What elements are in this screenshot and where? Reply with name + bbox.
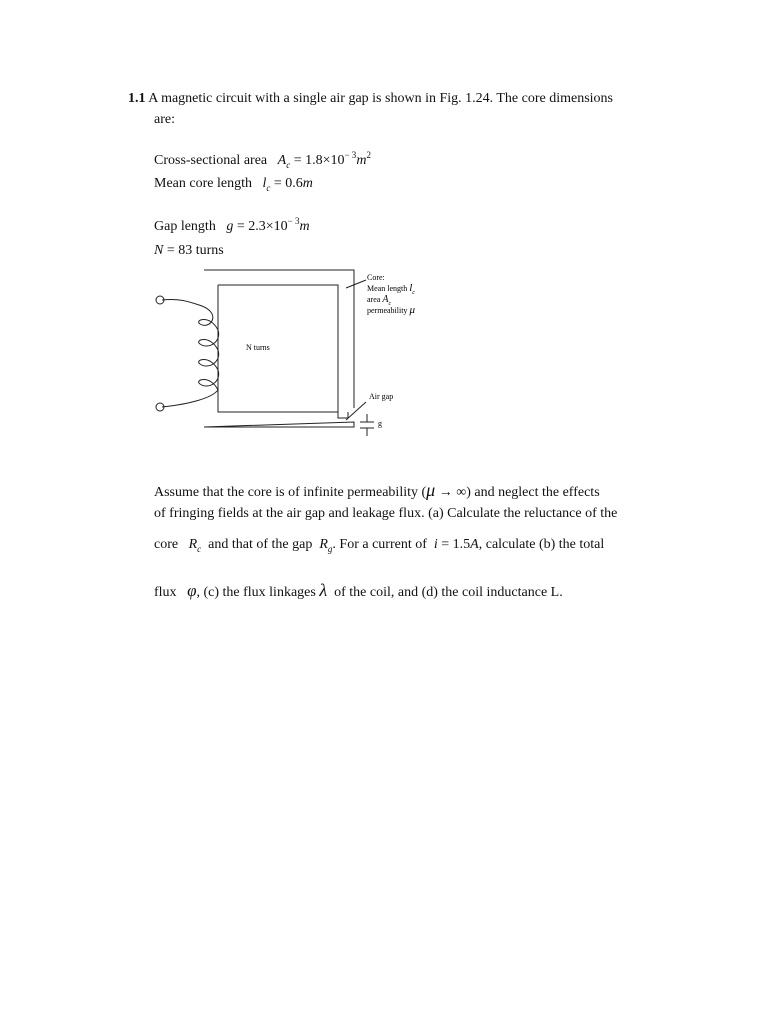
- permeability-label: permeability μ: [367, 304, 415, 316]
- core-label-leader: [346, 280, 366, 288]
- coil-winding: [162, 299, 219, 407]
- turns-value: = 83 turns: [166, 243, 224, 258]
- problem-intro-text: A magnetic circuit with a single air gap is shown in Fig. 1.24. The core dimensions: [148, 91, 614, 106]
- problem-intro-line-1: [128, 90, 613, 108]
- question-text-1a: Assume that the core is of infinite permeability (: [154, 485, 427, 500]
- area-unit: m: [356, 153, 367, 168]
- gap-exponent: − 3: [287, 216, 300, 226]
- area-unit-exponent: 2: [366, 150, 371, 160]
- given-length: [154, 175, 313, 197]
- arrow-infinity: → ∞: [438, 485, 467, 500]
- reluctance-gap-subscript: g: [327, 544, 333, 554]
- problem-number: 1.1: [128, 91, 146, 106]
- area-subscript: c: [286, 160, 291, 170]
- question-text-1b: ) and neglect the effects: [466, 485, 600, 500]
- question-line-2: of fringing fields at the air gap and leakage flux. (a) Calculate the reluctance of the: [154, 506, 618, 521]
- problem-intro-line-2: are:: [154, 112, 175, 127]
- air-gap-label: Air gap: [369, 392, 394, 401]
- area-value: = 1.8×10: [293, 153, 345, 168]
- length-unit: m: [302, 176, 313, 191]
- length-value: = 0.6: [273, 176, 303, 191]
- gap-label: Gap length: [154, 219, 216, 234]
- reluctance-core-subscript: c: [197, 544, 202, 554]
- gap-fig-symbol: g: [378, 419, 382, 428]
- air-gap-leader: [346, 402, 366, 420]
- turns-fig-label: N turns: [246, 343, 270, 352]
- question-text-3d: , calculate (b) the total: [478, 537, 605, 552]
- current-unit: A: [470, 537, 479, 552]
- mu-symbol: μ: [426, 480, 436, 500]
- gap-dimension-mark: [360, 414, 374, 436]
- given-turns: [154, 242, 224, 260]
- gap-value: = 2.3×10: [236, 219, 288, 234]
- core-label: Core:: [367, 273, 385, 282]
- gap-unit: m: [299, 219, 310, 234]
- reluctance-gap-symbol: R: [319, 537, 328, 552]
- reluctance-core-symbol: R: [188, 537, 198, 552]
- area-symbol: A: [277, 153, 287, 168]
- question-line-4: [154, 581, 563, 602]
- question-line-1: [154, 481, 600, 502]
- length-subscript: c: [266, 183, 271, 193]
- given-area: [154, 146, 371, 174]
- core-outer-outline: [204, 270, 354, 427]
- area-label: Cross-sectional area: [154, 153, 268, 168]
- flux-symbol: φ: [187, 581, 197, 600]
- question-text-3a: core: [154, 537, 179, 552]
- question-text-4a: flux: [154, 585, 177, 600]
- given-gap: [154, 212, 310, 236]
- core-inner-outline: [218, 285, 348, 422]
- question-text-4c: of the coil, and (d) the coil inductance L.: [334, 585, 563, 600]
- length-label: Mean core length: [154, 176, 252, 191]
- current-symbol: i: [433, 537, 438, 552]
- question-text-4b: , (c) the flux linkages: [196, 585, 316, 600]
- magnetic-circuit-figure: [150, 262, 450, 447]
- gap-symbol: g: [226, 219, 234, 234]
- area-fig-label: area $A_c$: [367, 294, 392, 307]
- question-line-3: [154, 536, 604, 558]
- question-text-3b: and that of the gap: [208, 537, 313, 552]
- lambda-symbol: λ: [319, 580, 328, 600]
- question-text-3c: . For a current of: [332, 537, 427, 552]
- area-exponent: − 3: [344, 150, 357, 160]
- turns-symbol: N: [154, 243, 164, 258]
- length-symbol: l: [262, 176, 267, 191]
- current-value: = 1.5: [441, 537, 471, 552]
- mean-length-label: Mean length $l_c$: [367, 282, 415, 296]
